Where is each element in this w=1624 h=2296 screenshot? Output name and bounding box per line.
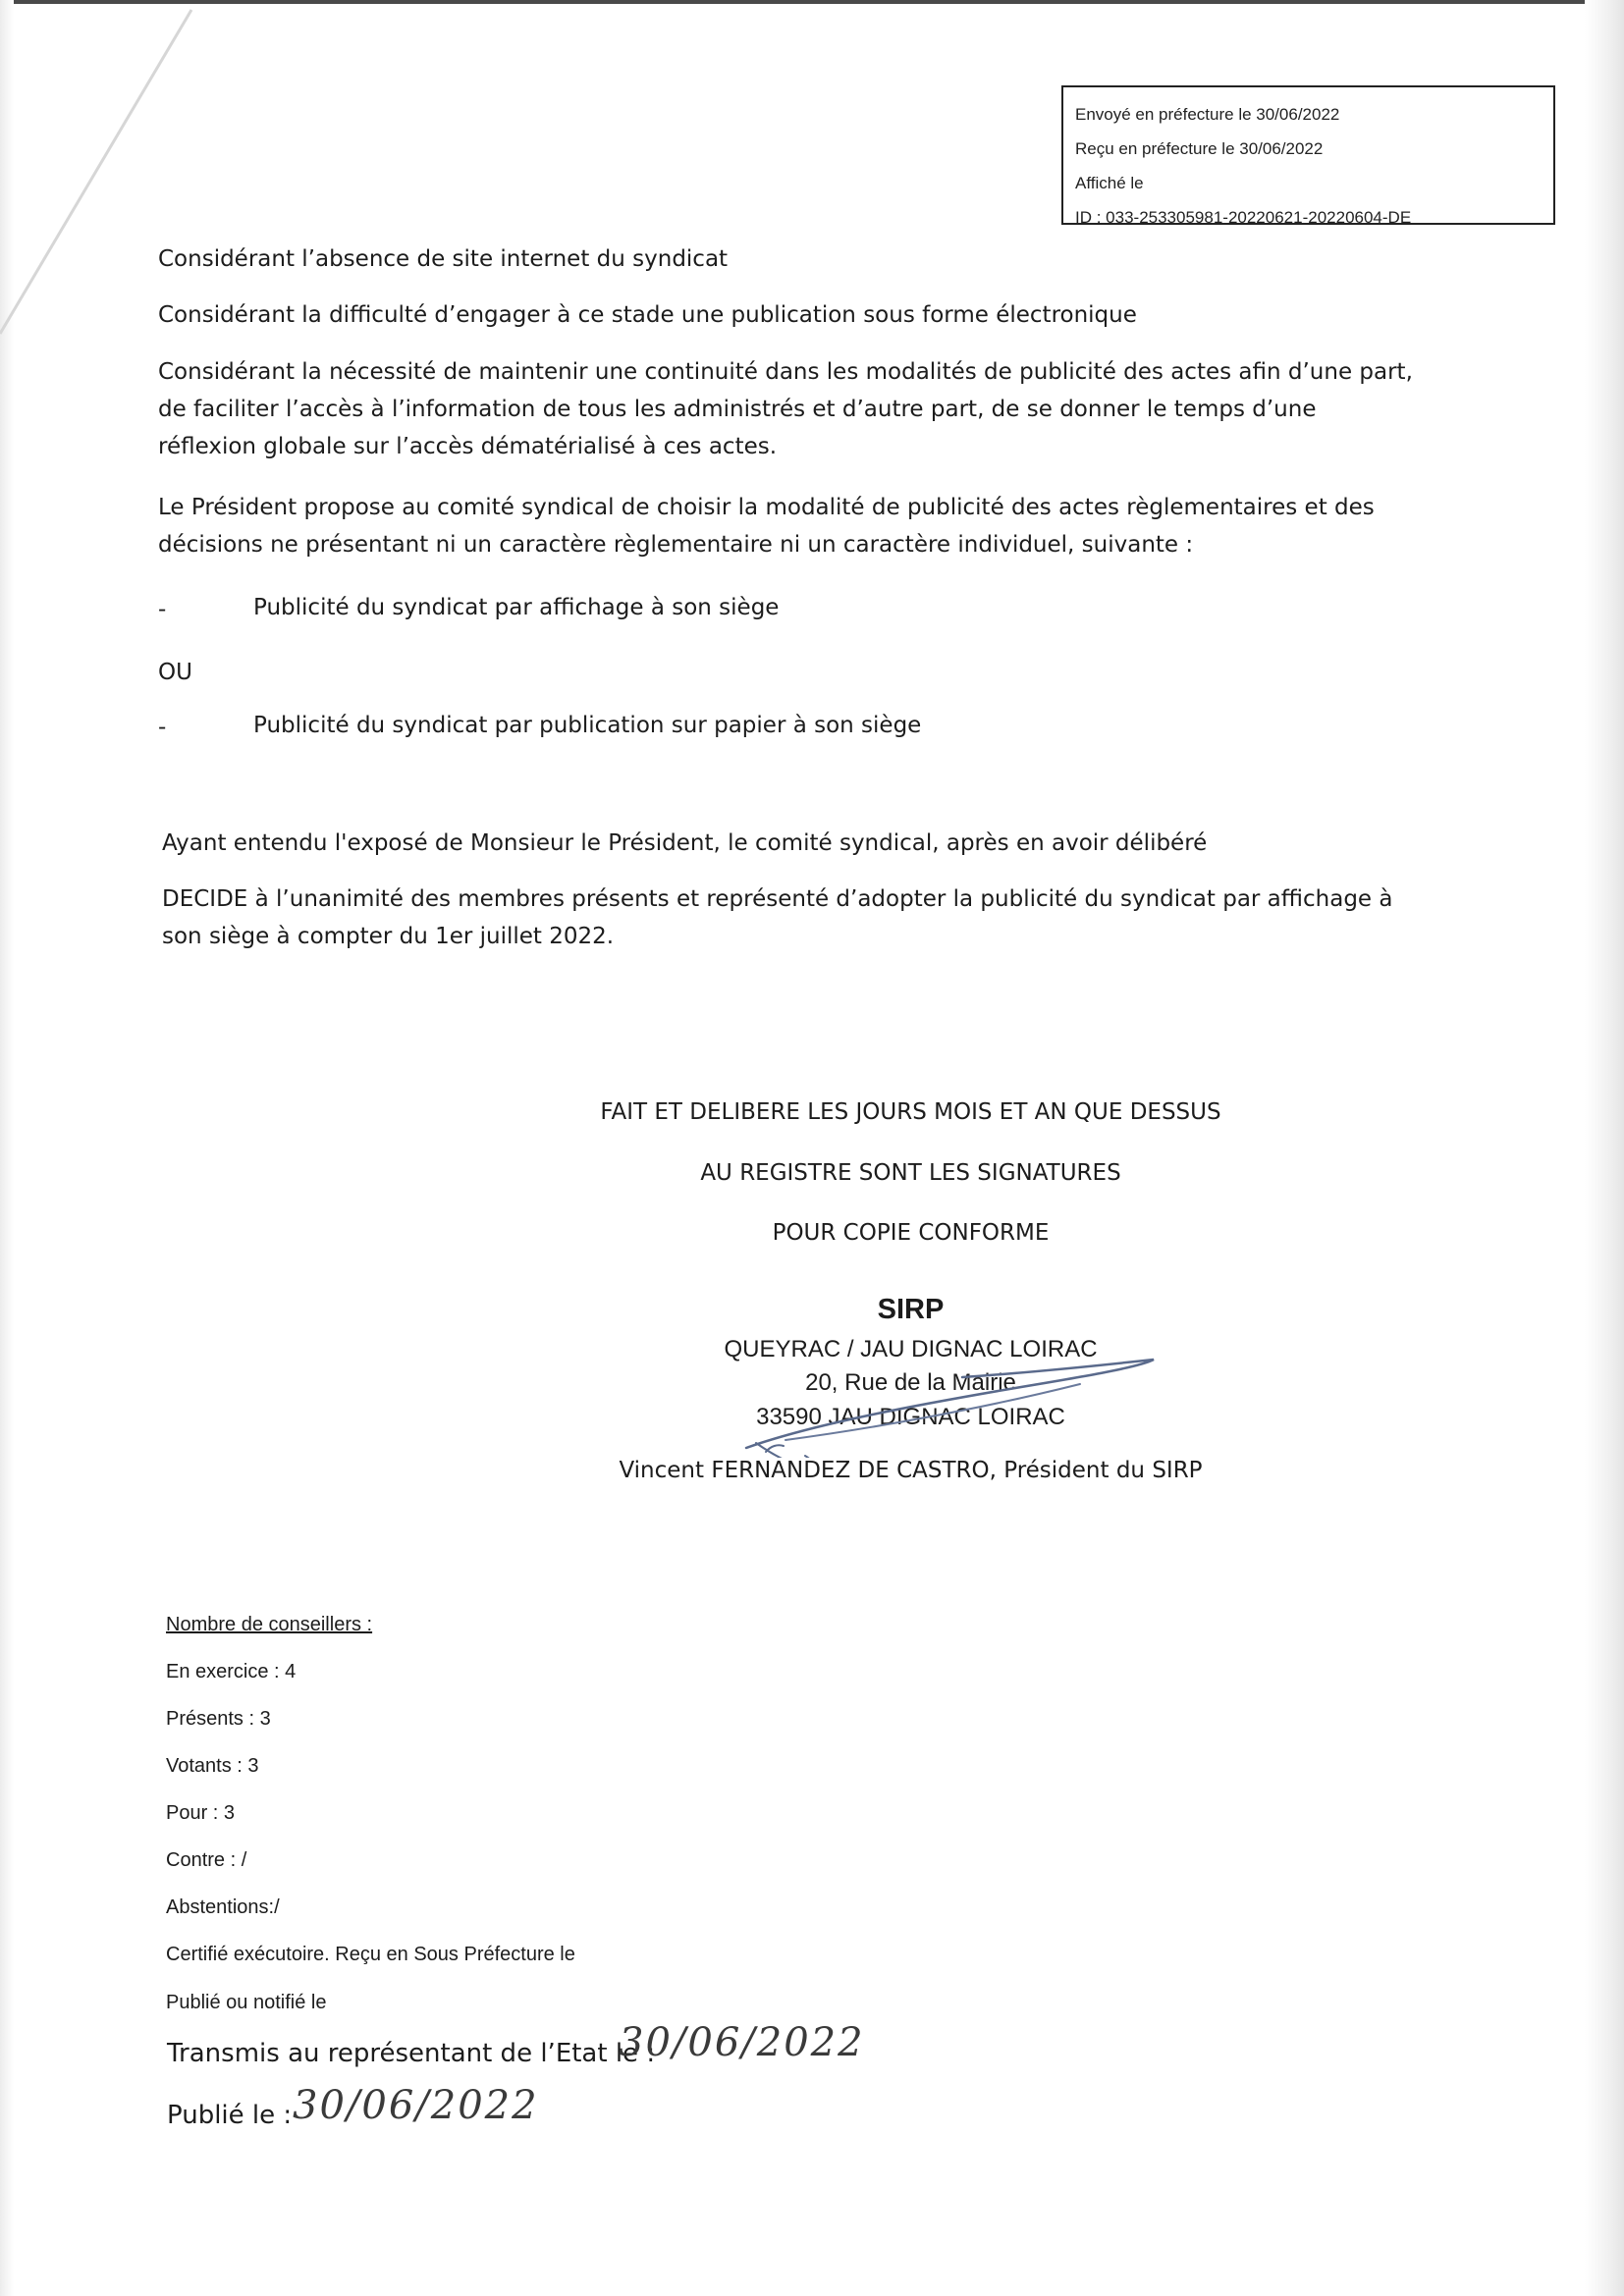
proposal-paragraph [158, 489, 1464, 563]
publie-ou-notifie: Publié ou notifié le [166, 1992, 327, 2013]
stamp-affiche: Affiché le [1075, 174, 1144, 192]
considerant-necessite [158, 353, 1464, 465]
option-affichage: Publicité du syndicat par affichage à son siège [253, 595, 780, 620]
presents: Présents : 3 [166, 1708, 271, 1730]
proposal-line: décisions ne présentant ni un caractère règlementaire ni un caractère individuel, suivante : [158, 532, 1194, 558]
considerant-difficulte: Considérant la difficulté d’engager à ce stade une publication sous forme électronique [158, 302, 1137, 328]
scan-top-edge [0, 0, 1624, 4]
considerant-line: réflexion globale sur l’accès dématérialisé à ces actes. [158, 434, 778, 459]
transmis-label: Transmis au représentant de l’Etat le : [167, 2039, 656, 2068]
scan-fold-line [0, 0, 196, 393]
considerant-line: de faciliter l’accès à l’information de tous les administrés et d’autre part, de se donner le temps d’une [158, 397, 1317, 422]
list-dash: - [158, 715, 167, 740]
stamp-envoye: Envoyé en préfecture le 30/06/2022 [1075, 105, 1340, 124]
considerant-line: Considérant la nécessité de maintenir une continuité dans les modalités de publicité des actes afin d’une part, [158, 359, 1413, 385]
stamp-id: ID : 033-253305981-20220621-20220604-DE [1075, 208, 1412, 227]
president-name: Vincent FERNANDEZ DE CASTRO, Président du SIRP [619, 1458, 1203, 1483]
abstentions: Abstentions:/ [166, 1896, 280, 1918]
decision-paragraph [162, 881, 1468, 955]
fait-delibere: FAIT ET DELIBERE LES JOURS MOIS ET AN QUE DESSUS [600, 1099, 1221, 1125]
proposal-line: Le Président propose au comité syndical de choisir la modalité de publicité des actes règlementaires et des [158, 495, 1375, 520]
copie-conforme: POUR COPIE CONFORME [772, 1220, 1050, 1246]
option-papier: Publicité du syndicat par publication sur papier à son siège [253, 713, 922, 738]
publie-handwritten-date: 30/06/2022 [293, 2083, 539, 2128]
ou-separator: OU [158, 660, 192, 685]
sirp-address-line: 33590 JAU DIGNAC LOIRAC [756, 1404, 1065, 1430]
ayant-entendu: Ayant entendu l'exposé de Monsieur le Président, le comité syndical, après en avoir délibéré [162, 830, 1208, 856]
votants: Votants : 3 [166, 1755, 259, 1777]
sirp-address-line: 20, Rue de la Mairie [805, 1369, 1016, 1396]
stamp-recu: Reçu en préfecture le 30/06/2022 [1075, 139, 1324, 158]
considerant-site: Considérant l’absence de site internet du syndicat [158, 246, 729, 272]
certifie-executoire: Certifié exécutoire. Reçu en Sous Préfecture le [166, 1944, 575, 1965]
decision-line: son siège à compter du 1er juillet 2022. [162, 924, 615, 949]
sirp-address-line: QUEYRAC / JAU DIGNAC LOIRAC [724, 1336, 1098, 1362]
decision-line: DECIDE à l’unanimité des membres présents et représenté d’adopter la publicité du syndicat par affichage à [162, 886, 1393, 912]
registre-signatures: AU REGISTRE SONT LES SIGNATURES [700, 1160, 1121, 1186]
contre: Contre : / [166, 1849, 247, 1871]
sirp-title: SIRP [877, 1294, 945, 1325]
pour: Pour : 3 [166, 1802, 236, 1824]
transmis-handwritten-date: 30/06/2022 [619, 2020, 865, 2065]
list-dash: - [158, 597, 167, 622]
nombre-conseillers: Nombre de conseillers : [166, 1614, 373, 1635]
publie-label: Publié le : [167, 2101, 293, 2130]
handwritten-signature [727, 1330, 1178, 1458]
en-exercice: En exercice : 4 [166, 1661, 297, 1682]
prefecture-stamp [1061, 85, 1555, 225]
scan-right-shadow [1585, 0, 1624, 2296]
